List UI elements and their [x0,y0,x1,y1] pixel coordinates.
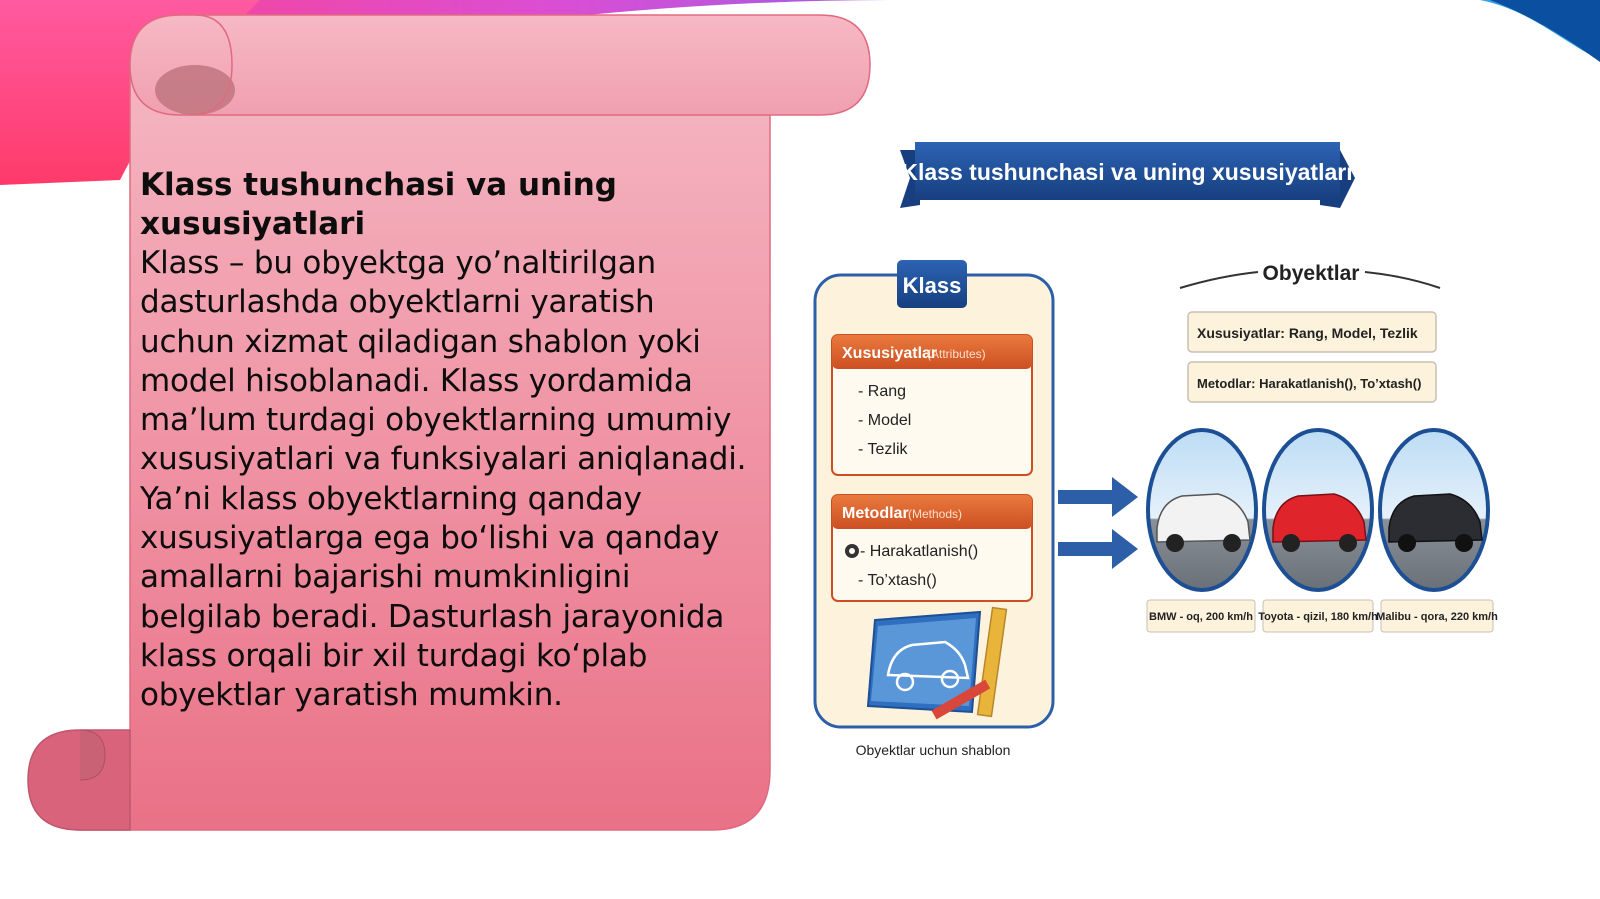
car-object-malibu [1380,430,1488,590]
car-object-toyota [1264,430,1372,590]
attributes-sub: (Attributes) [927,347,986,361]
car-object-bmw [1148,430,1256,590]
objects-methods: Metodlar: Harakatlanish(), To’xtash() [1197,376,1422,391]
methods-sub: (Methods) [908,507,963,521]
car-label-malibu: Malibu - qora, 220 km/h [1376,611,1498,623]
objects-label: Obyektlar [1262,262,1360,285]
arrow-icon [1058,529,1138,569]
arrow-icon [1058,477,1138,517]
class-infographic [800,130,1540,780]
gear-icon [845,544,859,558]
attributes-header: Xususiyatlar [842,345,938,362]
attribute-item: - Model [858,412,912,429]
banner-title: Klass tushunchasi va uning xususiyatlari [901,159,1353,185]
objects-header [1180,262,1440,288]
methods-header: Metodlar [842,505,909,522]
car-label-bmw: BMW - oq, 200 km/h [1149,611,1253,623]
class-label: Klass [902,273,962,298]
attribute-item: - Rang [858,383,907,400]
method-item: - Harakatlanish() [860,543,979,560]
content-text [140,166,752,716]
objects-props: Xususiyatlar: Rang, Model, Tezlik [1197,325,1418,341]
class-caption: Obyektlar uchun shablon [855,742,1011,758]
car-label-toyota: Toyota - qizil, 180 km/h [1258,611,1378,623]
method-item: - To’xtash() [858,572,937,589]
attribute-item: - Tezlik [858,441,908,458]
content-heading: Klass tushunchasi va uning xususiyatlari [140,167,617,242]
infographic-banner [900,142,1355,208]
content-paragraph: Klass – bu obyektga yo’naltirilgan dasturlashda obyektlarni yaratish uchun xizmat qiladigan shablon yoki model hisoblanadi. Klass yordamida ma’lum turdagi obyektlarning umumiy xususiyatlari va funksiyalari aniqlanadi. Ya’ni klass obyektlarning qanday xususiyatlarga ega bo‘lishi va qanday amallarni bajarishi mumkinligini belgilab beradi. Dasturlash jarayonida klass orqali bir xil turdagi ko‘plab obyektlar yaratish mumkin. [140,245,747,714]
class-panel [815,260,1053,758]
